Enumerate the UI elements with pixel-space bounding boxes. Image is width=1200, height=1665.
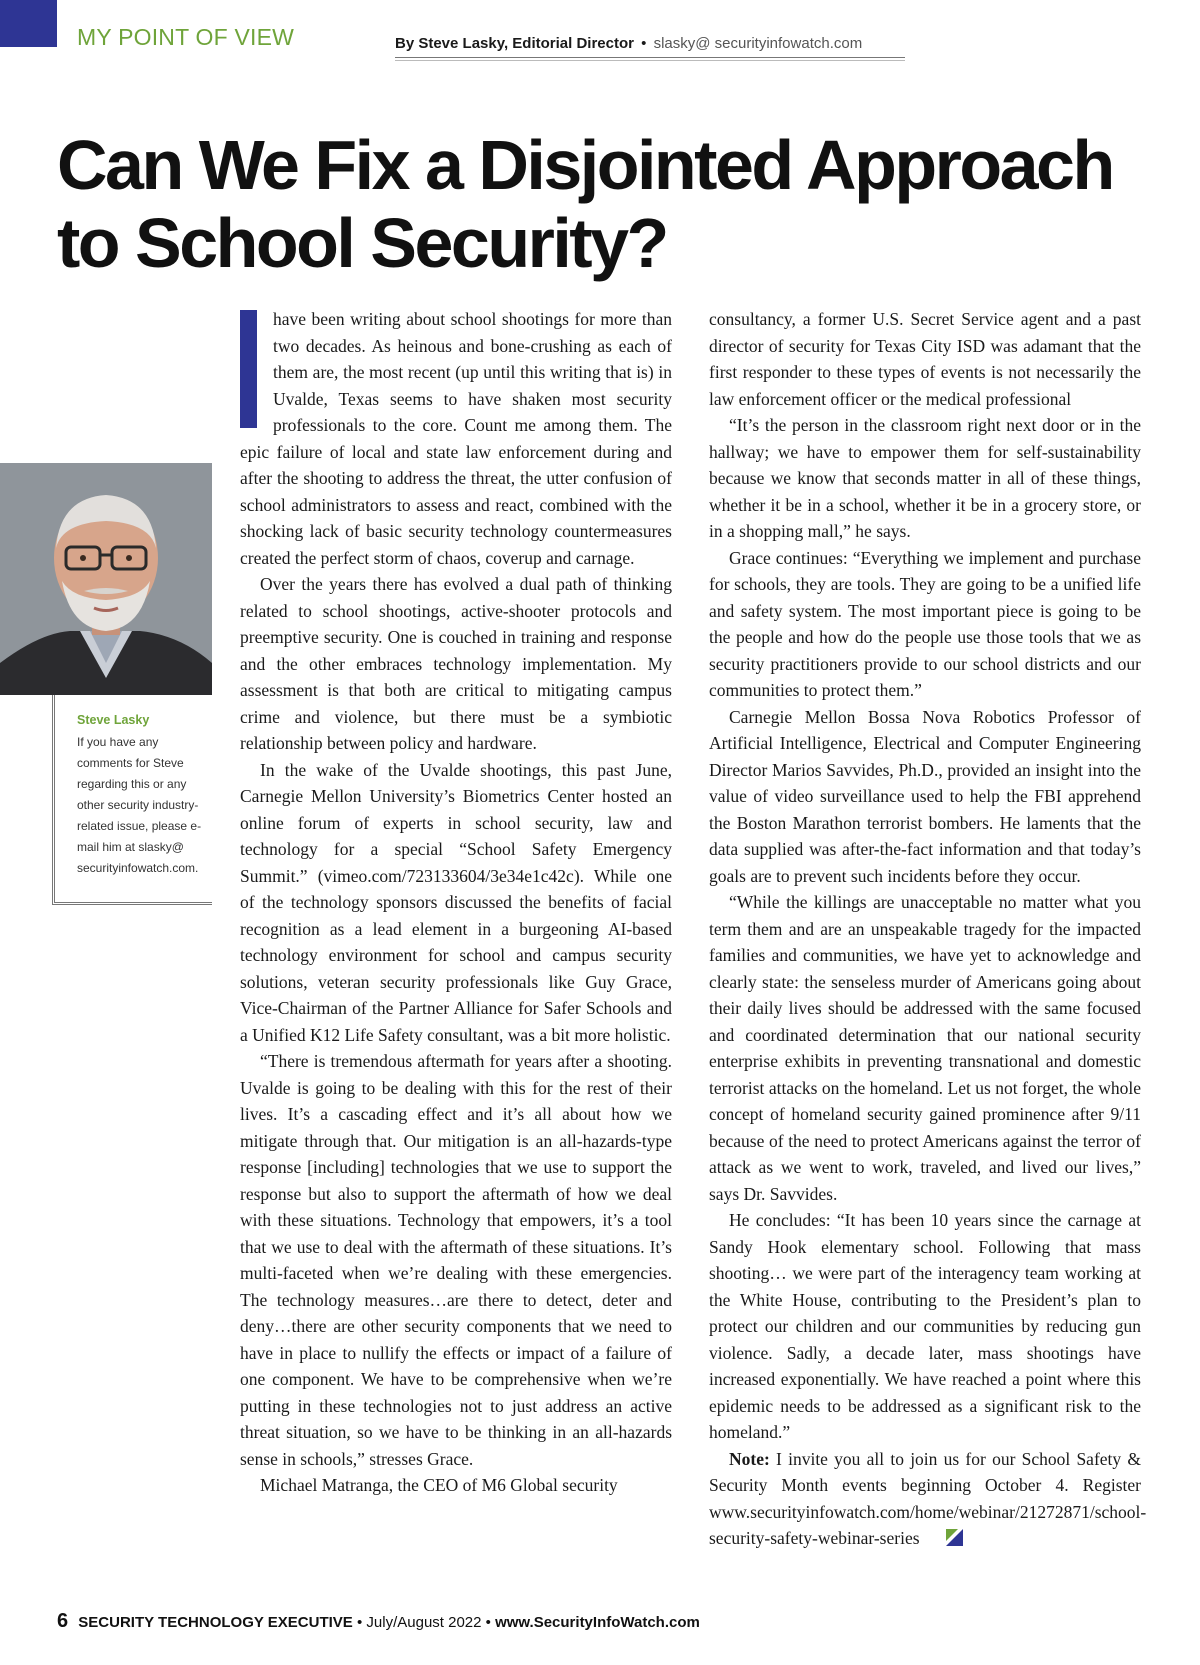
issue-date: July/August 2022 bbox=[366, 1614, 482, 1631]
magazine-name: SECURITY TECHNOLOGY EXECUTIVE bbox=[78, 1614, 353, 1631]
paragraph: Over the years there has evolved a dual path of thinking related to school shootings, active-shooter protocols and preemptive security. One is couched in training and response and the other embraces technology implementation. My assessment is that both are critical to mitigating campus crime and violence, but there must be a symbiotic relationship between policy and hardware. bbox=[240, 574, 672, 753]
page-number: 6 bbox=[57, 1610, 69, 1632]
page-footer bbox=[57, 1610, 700, 1633]
drop-cap-bar bbox=[240, 310, 257, 428]
paragraph: Michael Matranga, the CEO of M6 Global security bbox=[260, 1475, 618, 1495]
author-portrait-illustration bbox=[0, 463, 212, 695]
byline-email[interactable]: slasky@ securityinfowatch.com bbox=[653, 35, 863, 52]
sidebar-author-name: Steve Lasky bbox=[77, 713, 150, 727]
article-column-2 bbox=[709, 306, 1147, 1552]
paragraph: have been writing about school shootings for more than two decades. As heinous and bone-crushing as each of them are, the most recent (up until this writing that is) in Uvalde, Texas seems to have shaken most security professionals to the core. Count me among them. The epic failure of local and state law enforcement during and after the shooting to address the threat, the utter confusion of school administrators to assess and react, combined with the shocking lack of basic security technology countermeasures created the perfect storm of chaos, coverup and carnage. bbox=[240, 309, 672, 568]
paragraph: In the wake of the Uvalde shootings, this past June, Carnegie Mellon University’s Biometrics Center hosted an online forum of experts in school security, law and technology for a special “School Safety Emergency Summit.” (vimeo.com/723133604/3e34e1c42c). While one of the technology sponsors discussed the benefits of facial recognition as a lead element in a burgeoning AI-based technology environment for school and campus security solutions, veteran security professionals like Guy Grace, Vice-Chairman of the Partner Alliance for Safer Schools and a Unified K12 Life Safety consultant, was a bit more holistic. bbox=[240, 759, 672, 1045]
note-label: Note: bbox=[729, 1448, 770, 1469]
note-text: I invite you all to join us for our School Safety & Security Month events beginning October 4. Register www.securityinfowatch.com/home/webinar/21272871/school-security-safety-webinar-series bbox=[709, 1448, 1147, 1548]
footer-separator: • bbox=[485, 1614, 491, 1631]
paragraph: “While the killings are unacceptable no matter what you term them and are an unspeakable tragedy for the impacted families and communities, we have yet to acknowledge and clearly state: the senseless murder of Americans going about their daily lives should be addressed with the same focused and coordinated determination that our national security enterprise exhibits in preventing transnational and domestic terrorist attacks on the homeland. Let us not forget, the whole concept of homeland security gained prominence after 9/11 because of the need to protect Americans against the terror of attack as we went to work, traveled, and lived our lives,” says Dr. Savvides. bbox=[709, 892, 1141, 1204]
byline bbox=[395, 35, 862, 52]
website-link[interactable]: www.SecurityInfoWatch.com bbox=[495, 1614, 700, 1631]
sidebar-comment-text: If you have any comments for Steve regarding this or any other security industry-related issue, please e-mail him at slasky@ securityinfowatch.com. bbox=[77, 735, 202, 875]
paragraph: consultancy, a former U.S. Secret Service agent and a past director of security for Texas City ISD was adamant that the first responder to these types of events is not necessarily the law enforcement officer or the medical professional bbox=[709, 309, 1141, 409]
corner-color-block bbox=[0, 0, 57, 47]
paragraph: He concludes: “It has been 10 years since the carnage at Sandy Hook elementary school. Following that mass shooting… we were part of the interagency team working at the White House, contributing to the President’s plan to protect our children and our communities by reducing gun violence. Sadly, a decade later, mass shootings have increased exponentially. We have reached a point where this epidemic needs to be addressed as a significant risk to the homeland.” bbox=[709, 1210, 1141, 1442]
paragraph: “There is tremendous aftermath for years after a shooting. Uvalde is going to be dealing with this for the rest of their lives. It’s a cascading effect and it’s all about how we mitigate through that. Our mitigation is an all-hazards-type response [including] technologies that we use to support the response but also to support the aftermath of how we deal with these situations. Technology that empowers, it’s a tool that we use to deal with the aftermath of these situations. It’s multi-faceted when we’re dealing with these emergencies. The technology measures…are there to detect, deter and deny…there are other security components that we need to have in place to nullify the effects or impact of a failure of one component. We have to be comprehensive when we’re putting in these technologies not to just address an active threat situation, so we have to be thinking in an all-hazards sense in schools,” stresses Grace. bbox=[240, 1051, 672, 1469]
section-label: MY POINT OF VIEW bbox=[77, 24, 295, 50]
byline-author: By Steve Lasky, Editorial Director bbox=[395, 35, 634, 52]
paragraph: “It’s the person in the classroom right next door or in the hallway; we have to empower them for self-sustainability because we know that seconds matter in all of these things, whether it be in a school, whether it be in a grocery store, or in a shopping mall,” he says. bbox=[709, 415, 1141, 541]
article-column-1 bbox=[240, 306, 672, 1499]
paragraph: Grace continues: “Everything we implement and purchase for schools, they are tools. They are going to be a unified life and safety system. The most important piece is going to be the people and how do the people use those tools that we as security practitioners provide to our school districts and our communities to protect them.” bbox=[709, 547, 1141, 700]
byline-separator: • bbox=[641, 35, 647, 52]
paragraph: Carnegie Mellon Bossa Nova Robotics Professor of Artificial Intelligence, Electrical and Computer Engineering Director Marios Savvides, Ph.D., provided an insight into the value of video surveillance used to help the FBI apprehend the Boston Marathon terrorist bombers. He laments that the data supplied was after-the-fact information and that today’s goals are to prevent such incidents before they occur. bbox=[709, 706, 1141, 886]
footer-separator: • bbox=[356, 1614, 363, 1631]
article-headline: Can We Fix a Disjointed Approach to School Security? bbox=[57, 126, 1113, 282]
end-mark-icon bbox=[926, 1527, 943, 1544]
header-rule bbox=[395, 57, 905, 58]
author-sidebar bbox=[52, 695, 212, 905]
note-paragraph bbox=[709, 1446, 1147, 1552]
header-rule-secondary bbox=[395, 60, 905, 61]
author-photo bbox=[0, 463, 212, 695]
